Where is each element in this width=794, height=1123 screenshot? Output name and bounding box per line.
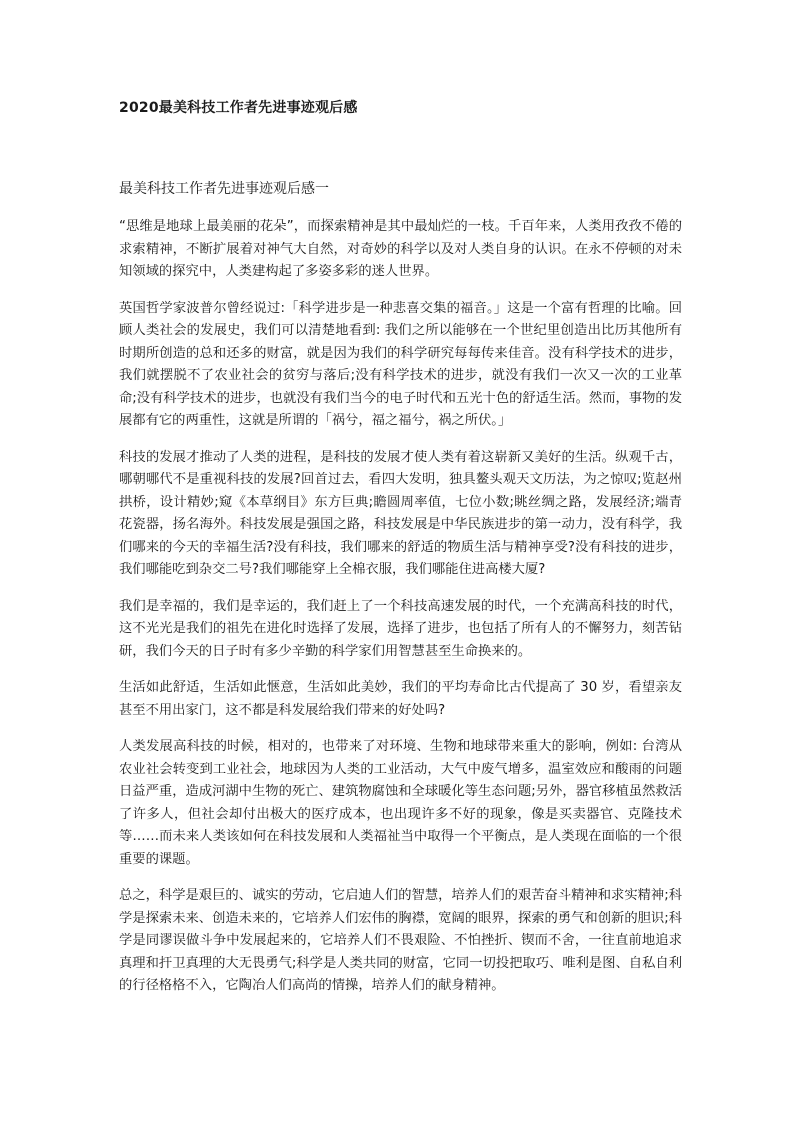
paragraph-2: 英国哲学家波普尔曾经说过:「科学进步是一种悲喜交集的福音。」这是一个富有哲理的比喻。回顾人类社会的发展史，我们可以清楚地看到: 我们之所以能够在一个世纪里创造出比历其他所有时期所创造的总和还多的财富，就是因为我们的科学研究每每传来佳音。没有科学技术的进步，我们就摆脱不了农业社会的贫穷与落后;没有科学技术的进步，就没有我们一次又一次的工业革命;没有科学技术的进步，也就没有我们当今的电子时代和五光十色的舒适生活。然而，事物的发展都有它的两重性，这就是所谓的「祸兮，福之福兮，祸之所伏。」 — [119, 300, 682, 428]
document-title: 2020最美科技工作者先进事迹观后感 — [119, 100, 358, 116]
paragraph-5: 生活如此舒适，生活如此惬意，生活如此美妙，我们的平均寿命比古代提高了 30 岁，看望亲友甚至不用出家门，这不都是科发展给我们带来的好处吗? — [119, 680, 682, 718]
paragraph-6: 人类发展高科技的时候，相对的，也带来了对环境、生物和地球带来重大的影响，例如: 台湾从农业社会转变到工业社会，地球因为人类的工业活动，大气中废气增多，温室效应和酸雨的问题日益严重，造成河湖中生物的死亡、建筑物腐蚀和全球暖化等生态问题;另外，器官移植虽然救活了许多人，但社会却付出极大的医疗成本，也出现许多不好的现象，像是买卖器官、克隆技术等……而未来人类该如何在科技发展和人类福祉当中取得一个平衡点，是人类现在面临的一个很重要的课题。 — [119, 739, 682, 867]
paragraph-4: 我们是幸福的，我们是幸运的，我们赶上了一个科技高速发展的时代，一个充满高科技的时代，这不光光是我们的祖先在进化时选择了发展，选择了进步，也包括了所有人的不懈努力，刻苦钻研，我们今天的日子时有多少辛勤的科学家们用智慧甚至生命换来的。 — [119, 598, 682, 659]
paragraph-1: “思维是地球上最美丽的花朵”，而探索精神是其中最灿烂的一枝。千百年来，人类用孜孜不倦的求索精神，不断扩展着对神气大自然，对奇妙的科学以及对人类自身的认识。在永不停顿的对未知领域的探究中，人类建构起了多姿多彩的迷人世界。 — [119, 219, 682, 279]
paragraph-7: 总之，科学是艰巨的、诚实的劳动，它启迪人们的智慧，培养人们的艰苦奋斗精神和求实精神;科学是探索未来、创造未来的，它培养人们宏伟的胸襟，宽阔的眼界，探索的勇气和创新的胆识;科学是同谬误做斗争中发展起来的，它培养人们不畏艰险、不怕挫折、锲而不舍，一往直前地追求真理和扞卫真理的大无畏勇气;科学是人类共同的财富，它同一切投把取巧、唯利是图、自私自利的行径格格不入，它陶冶人们高尚的情操，培养人们的献身精神。 — [119, 888, 682, 993]
section-heading: 最美科技工作者先进事迹观后感一 — [119, 181, 329, 197]
document-body — [119, 216, 682, 1012]
paragraph-3: 科技的发展才推动了人类的进程，是科技的发展才使人类有着这崭新又美好的生活。纵观千古，哪朝哪代不是重视科技的发展?回首过去，看四大发明，独具鳌头观天文历法，为之惊叹;览赵州拱桥，设计精妙;窥《本草纲目》东方巨典;瞻圆周率值，七位小数;眺丝绸之路，发展经济;端青花瓷器，扬名海外。科技发展是强国之路，科技发展是中华民族进步的第一动力，没有科学，我们哪来的今天的幸福生活?没有科技，我们哪来的舒适的物质生活与精神享受?没有科技的进步，我们哪能吃到杂交二号?我们哪能穿上全棉衣服，我们哪能住进高楼大厦? — [119, 449, 682, 577]
